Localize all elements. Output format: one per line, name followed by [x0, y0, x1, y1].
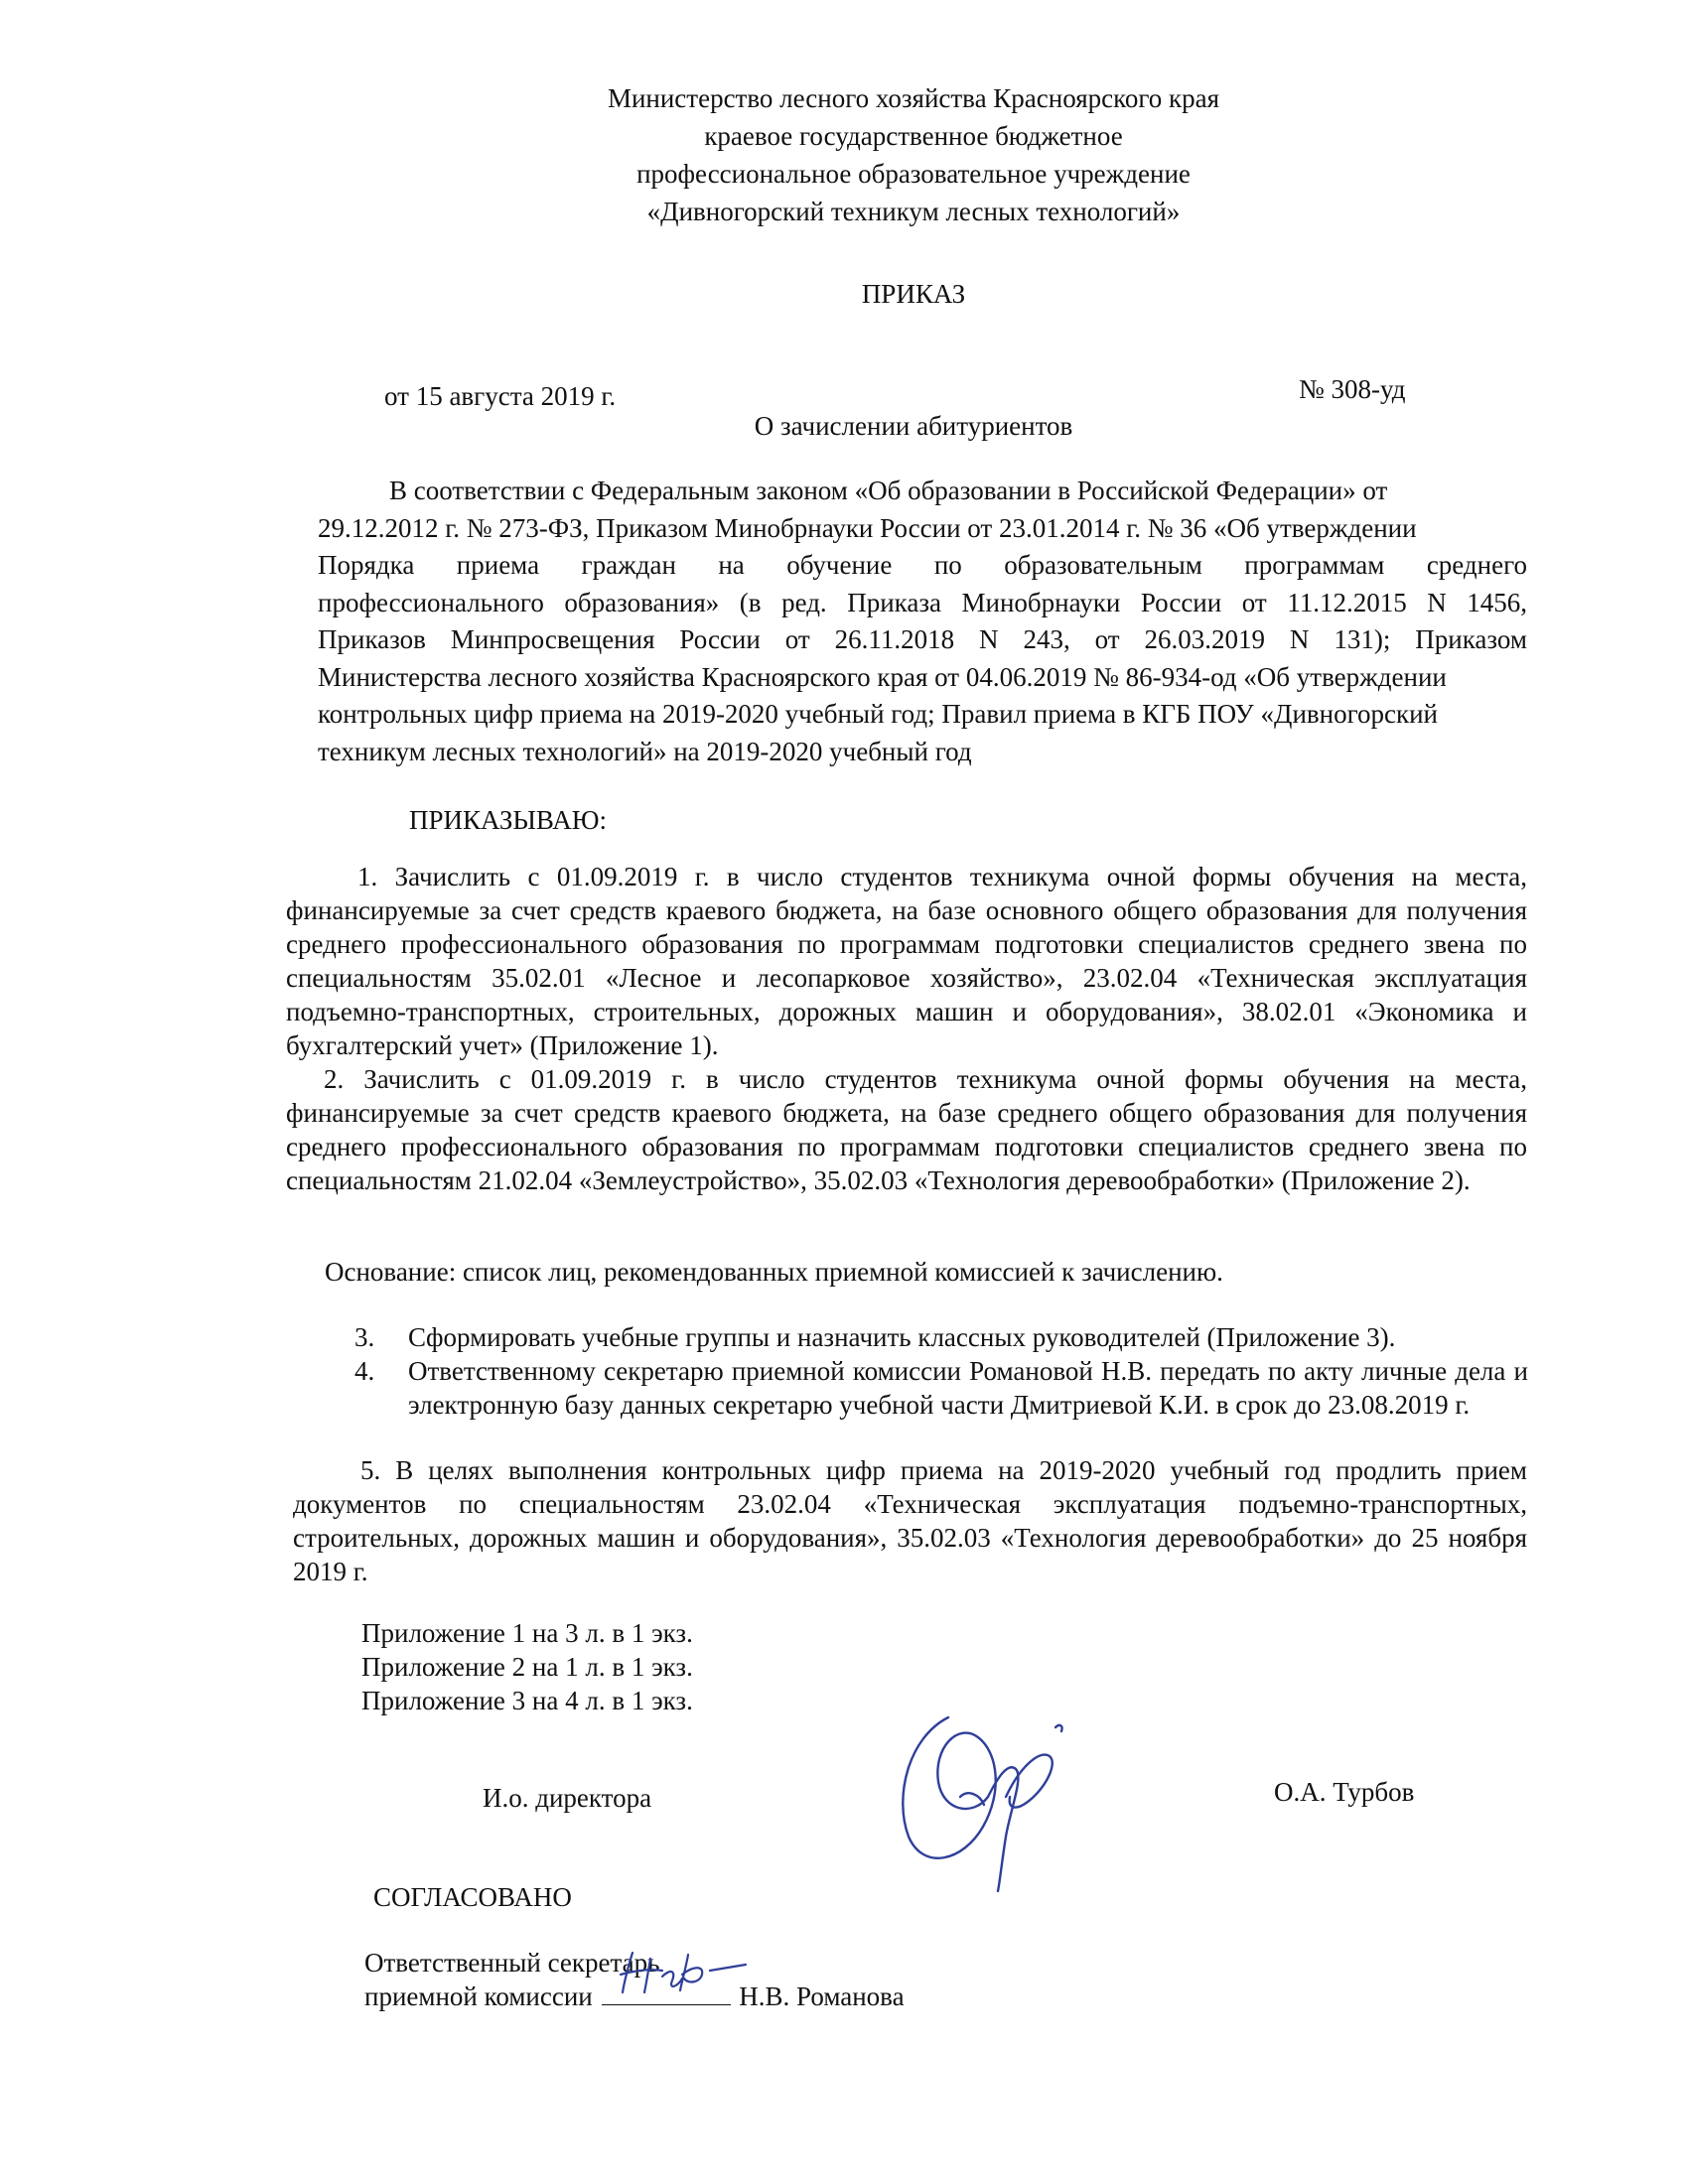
preamble-line-6: Министерства лесного хозяйства Красноярского края от 04.06.2019 № 86-934-од «Об утверждении [318, 661, 1447, 692]
attachments-list [361, 1616, 693, 1717]
preamble-line-4: профессионального образования» (в ред. Приказа Минобрнауки России от 11.12.2015 N 1456, [318, 587, 1527, 617]
order-item-4 [354, 1354, 1528, 1422]
organization-header [397, 79, 1430, 230]
order-item-3-text: Сформировать учебные группы и назначить классных руководителей (Приложение 3). [408, 1322, 1396, 1352]
preamble-line-8: техникум лесных технологий» на 2019-2020 учебный год [318, 736, 972, 766]
order-item-4-text: Ответственному секретарю приемной комиссии Романовой Н.В. передать по акту личные дела и электронную базу данных секретарю учебной части Дмитриевой К.И. в срок до 23.08.2019 г. [408, 1356, 1528, 1420]
order-basis: Основание: список лиц, рекомендованных приемной комиссией к зачислению. [325, 1257, 1223, 1287]
secretary-name: Н.В. Романова [739, 1981, 905, 2011]
order-subject: О зачислении абитуриентов [754, 411, 1073, 441]
secretary-title-line-2: приемной комиссии [364, 1981, 593, 2011]
order-number: № 308-уд [1299, 374, 1406, 404]
order-item-2: 2. Зачислить с 01.09.2019 г. в число студентов техникума очной формы обучения на места, финансируемые за счет средств краевого бюджета, на базе среднего общего образования для получения среднего профессионального образования по программам подготовки специалистов среднего звена по специальностям 21.02.04 «Землеустройство», 35.02.03 «Технология деревообработки» (Приложение 2). [286, 1064, 1527, 1195]
preamble-line-2: 29.12.2012 г. № 273-ФЗ, Приказом Минобрнауки России от 23.01.2014 г. № 36 «Об утверждении [318, 512, 1417, 543]
secretary-signature [611, 1941, 755, 2000]
order-item-3 [354, 1320, 1528, 1354]
director-name: О.А. Турбов [1274, 1777, 1415, 1807]
preamble-line-5: Приказов Минпросвещения России от 26.11.2018 N 243, от 26.03.2019 N 131); Приказом [318, 624, 1527, 654]
order-item-3-number: 3. [354, 1322, 375, 1352]
order-item-4-number: 4. [354, 1356, 375, 1386]
header-line-3: профессиональное образовательное учреждение [636, 159, 1191, 189]
document-title: ПРИКАЗ [861, 279, 966, 309]
header-line-2: краевое государственное бюджетное [704, 121, 1123, 151]
agreed-label: СОГЛАСОВАНО [373, 1882, 572, 1912]
order-word: ПРИКАЗЫВАЮ: [409, 805, 607, 835]
attachment-2: Приложение 2 на 1 л. в 1 экз. [361, 1652, 693, 1682]
order-items-3-4 [354, 1320, 1528, 1422]
preamble-line-1: В соответствии с Федеральным законом «Об образовании в Российской Федерации» от [389, 476, 1388, 505]
secretary-title-line-1: Ответственный секретарь [364, 1948, 660, 1978]
header-line-1: Министерство лесного хозяйства Красноярского края [607, 83, 1220, 113]
attachment-3: Приложение 3 на 4 л. в 1 экз. [361, 1686, 693, 1715]
preamble-line-7: контрольных цифр приема на 2019-2020 учебный год; Правил приема в КГБ ПОУ «Дивногорский [318, 699, 1438, 729]
director-title: И.о. директора [483, 1783, 652, 1813]
preamble [318, 473, 1527, 770]
attachment-1: Приложение 1 на 3 л. в 1 экз. [361, 1618, 693, 1648]
director-signature [889, 1698, 1077, 1896]
order-item-5: 5. В целях выполнения контрольных цифр приема на 2019-2020 учебный год продлить прием документов по специальностям 23.02.04 «Техническая эксплуатация подъемно-транспортных, строительных, дорожных машин и оборудования», 35.02.03 «Технология деревообработки» до 25 ноября 2019 г. [293, 1455, 1527, 1586]
order-items-1-2 [286, 860, 1527, 1197]
header-line-4: «Дивногорский техникум лесных технологий» [646, 197, 1181, 226]
order-date: от 15 августа 2019 г. [384, 381, 617, 411]
order-item-1: 1. Зачислить с 01.09.2019 г. в число студентов техникума очной формы обучения на места, финансируемые за счет средств краевого бюджета, на базе основного общего образования для получения среднего профессионального образования по программам подготовки специалистов среднего звена по специальностям 35.02.01 «Лесное и лесопарковое хозяйство», 23.02.04 «Техническая эксплуатация подъемно-транспортных, строительных, дорожных машин и оборудования», 38.02.01 «Экономика и бухгалтерский учет» (Приложение 1). [286, 862, 1527, 1060]
preamble-line-3: Порядка приема граждан на обучение по образовательным программам среднего [318, 550, 1527, 580]
order-item-5-block [293, 1453, 1527, 1588]
